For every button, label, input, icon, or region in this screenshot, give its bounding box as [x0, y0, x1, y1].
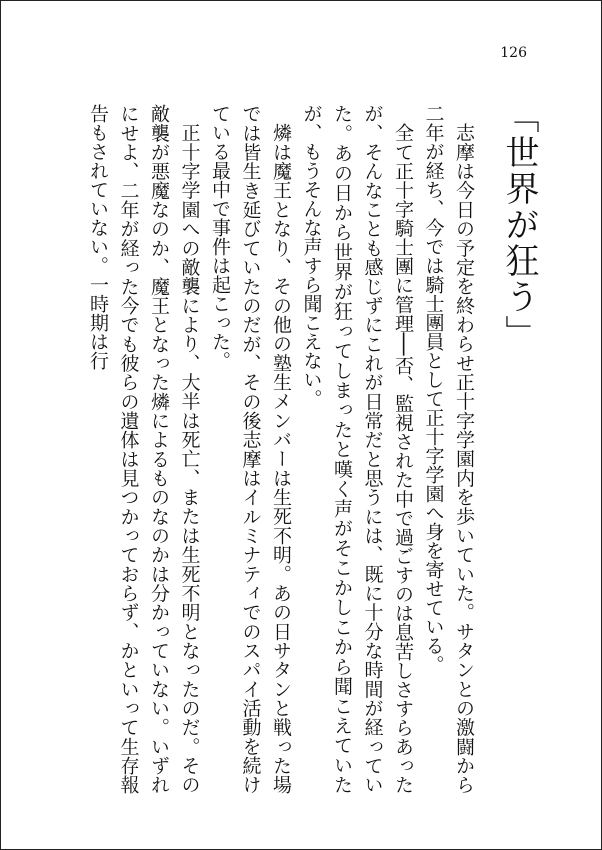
paragraph-3: 燐は魔王となり、その他の塾生メンバーは生死不明。あの日サタンと戦った場では皆生き延びていたのだが、その後志摩はイルミナティでのスパイ活動を続けている最中で事件は起こった。: [209, 104, 292, 794]
paragraph-2: 全て正十字騎士團に管理──否、監視された中で過ごすのは息苦しさすらあったが、そんなことも感じずにこれが日常だと思うには、既に十分な時間が経っていた。あの日から世界が狂ってしまったと嘆く声がそこかしこから聞こえていたが、もうそんな声すら聞こえない。: [300, 104, 414, 794]
chapter-title: 「世界が狂う」: [499, 99, 539, 351]
paragraph-4: 正十字学園への敵襲により、大半は死亡、または生死不明となったのだ。その敵襲が悪魔なのか、魔王となった燐によるものなのかは分かっていない。いずれにせよ、二年が経った今でも彼らの遺体は見つかっておらず、かといって生存報告もされていない。一時期は行: [87, 104, 201, 794]
paragraph-1: 志摩は今日の予定を終わらせ正十字学園内を歩いていた。サタンとの激闘から二年が経ち、今では騎士團員として正十字学園へ身を寄せている。: [422, 104, 475, 794]
page-number: 126: [500, 45, 527, 61]
body-text: [59, 104, 479, 794]
